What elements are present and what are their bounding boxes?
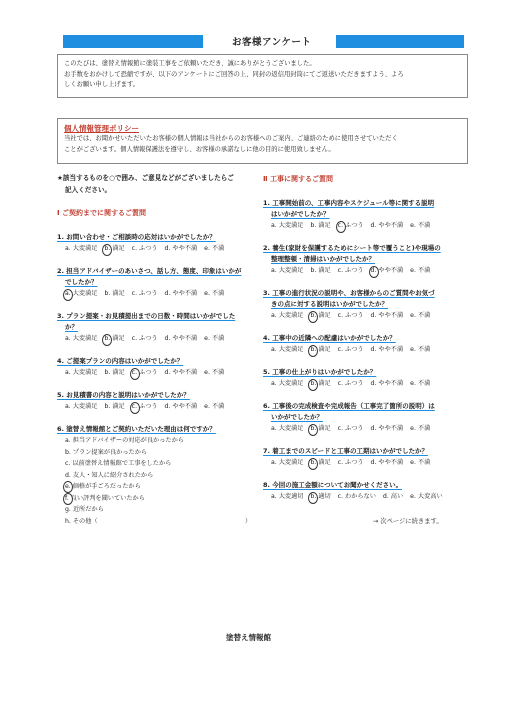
s2-q3 bbox=[263, 288, 473, 321]
question-text: 7. 着工までのスピードと工事の工期はいかがでしたか？ bbox=[263, 447, 428, 455]
question-text-line-1: 2. 担当アドバイザーのあいさつ、話し方、態度、印象はいかが bbox=[57, 267, 242, 275]
left-column bbox=[57, 172, 257, 527]
note-line-1: ★該当するものを○で囲み、ご意見などがございましたらご bbox=[57, 174, 234, 182]
question-text-line-2: か？ bbox=[65, 323, 78, 331]
answer-options bbox=[271, 310, 473, 321]
reason-a[interactable]: a. 担当アドバイザーの対応が良かったから bbox=[65, 437, 184, 444]
question-text-line-2: きの点に対する説明はいかがでしたか？ bbox=[271, 300, 388, 308]
option-e[interactable]: e. 不満 bbox=[204, 335, 225, 342]
option-a[interactable]: a. 大変満足 bbox=[271, 346, 304, 353]
option-c-circled[interactable]: c. ふつう bbox=[337, 222, 364, 229]
question-text-line-1: 1. 工事開始前の、工事内容やスケジュール等に関する説明 bbox=[263, 199, 435, 207]
answer-options bbox=[271, 378, 473, 389]
option-e[interactable]: e. 不満 bbox=[410, 346, 431, 353]
privacy-line-1: 当社では、お聞かせいただいたお客様の個人情報は当社からのお客様へのご案内、ご連絡のために使用させていただく bbox=[64, 135, 398, 142]
option-b[interactable]: b. 満足 bbox=[310, 222, 331, 229]
section1-title: Ⅰ ご契約までに関するご質問 bbox=[57, 209, 147, 217]
s1-q1 bbox=[57, 232, 257, 254]
question-text-line-2: いかがでしたか？ bbox=[271, 413, 323, 421]
header-bar-right bbox=[336, 35, 464, 48]
option-c[interactable]: c. わからない bbox=[337, 493, 376, 500]
question-text-line-2: はいかがでしたか？ bbox=[271, 210, 330, 218]
answer-options bbox=[271, 457, 473, 468]
option-e[interactable]: e. 不満 bbox=[410, 267, 431, 274]
reason-b[interactable]: b. プラン提案が良かったから bbox=[65, 448, 148, 456]
option-c[interactable]: c. ふつう bbox=[131, 290, 158, 297]
option-d[interactable]: d. やや不満 bbox=[370, 346, 404, 353]
right-column bbox=[263, 172, 473, 525]
option-a[interactable]: a. 大変満足 bbox=[65, 369, 98, 376]
option-d[interactable]: d. 高い bbox=[382, 493, 404, 500]
reason-h-other[interactable] bbox=[65, 516, 257, 528]
option-e[interactable]: e. 不満 bbox=[410, 459, 431, 466]
option-b-circled[interactable]: b. 満足 bbox=[310, 425, 331, 432]
option-d[interactable]: d. やや不満 bbox=[164, 245, 198, 252]
privacy-box bbox=[57, 118, 468, 164]
option-a[interactable]: a. 大変満足 bbox=[271, 267, 304, 274]
option-c[interactable]: c. ふつう bbox=[337, 380, 364, 387]
section2-title: Ⅱ 工事に関するご質問 bbox=[263, 175, 334, 183]
option-c[interactable]: c. ふつう bbox=[131, 335, 158, 342]
option-b-circled[interactable]: b. 適切 bbox=[310, 493, 331, 500]
s2-q1 bbox=[263, 198, 473, 231]
intro-line-1: このたびは、塗替え情報館に塗装工事をご依頼いただき、誠にありがとうございました。 bbox=[64, 60, 316, 67]
option-a[interactable]: a. 大変満足 bbox=[271, 380, 304, 387]
option-c[interactable]: c. ふつう bbox=[131, 245, 158, 252]
answer-options bbox=[65, 288, 257, 299]
option-b[interactable]: b. 満足 bbox=[104, 369, 125, 376]
option-d-circled[interactable]: d. やや不満 bbox=[370, 267, 404, 274]
question-text-line-2: でしたか？ bbox=[65, 278, 98, 286]
answer-options bbox=[271, 491, 473, 502]
option-e[interactable]: e. 不満 bbox=[204, 290, 225, 297]
reason-h-close-paren: ） bbox=[245, 517, 252, 525]
answer-options bbox=[271, 423, 473, 434]
option-c[interactable]: c. ふつう bbox=[337, 346, 364, 353]
option-a[interactable]: a. 大変満足 bbox=[271, 425, 304, 432]
option-a[interactable]: a. 大変満足 bbox=[271, 312, 304, 319]
option-e[interactable]: e. 大変高い bbox=[410, 493, 443, 500]
reason-g[interactable]: g. 近所だから bbox=[65, 506, 104, 513]
answer-options bbox=[65, 401, 257, 412]
option-a-circled[interactable]: a. 大変満足 bbox=[65, 290, 98, 297]
answer-options bbox=[271, 265, 473, 276]
question-text: 6. 塗替え情報館とご契約いただいた理由は何ですか？ bbox=[57, 425, 216, 433]
reason-d[interactable]: d. 友人・知人に紹介されたから bbox=[65, 471, 154, 479]
option-e[interactable]: e. 不満 bbox=[410, 312, 431, 319]
header-bar-left bbox=[63, 35, 203, 48]
option-e[interactable]: e. 不満 bbox=[410, 380, 431, 387]
s2-q5 bbox=[263, 367, 473, 389]
s1-q6 bbox=[57, 424, 257, 527]
option-b-circled[interactable]: b. 満足 bbox=[310, 346, 331, 353]
intro-line-2: お手数をおかけして恐縮ですが、以下のアンケートにご回答の上、同封の返信用封筒にてご返送いただきますよう、よろ bbox=[64, 70, 404, 78]
page-title: お客様アンケート bbox=[232, 37, 312, 48]
question-text-line-1: 2. 養生(家財を保護するためにシート等で覆うこと)や現場の bbox=[263, 244, 441, 252]
option-c-circled[interactable]: c. ふつう bbox=[131, 369, 158, 376]
reason-f-circled[interactable]: f. 良い評判を聞いていたから bbox=[65, 493, 257, 505]
privacy-title: 個人情報管理ポリシー bbox=[64, 124, 139, 133]
question-text: 1. お問い合わせ・ご相談時の応対はいかがでしたか？ bbox=[57, 233, 216, 241]
answer-options bbox=[65, 367, 257, 378]
next-page-note: → 次ページに続きます。 bbox=[373, 518, 443, 525]
question-text-line-1: 3. 工事の進行状況の説明や、お客様からのご質問やお気づ bbox=[263, 289, 435, 297]
s2-q2 bbox=[263, 243, 473, 276]
option-d[interactable]: d. やや不満 bbox=[370, 380, 404, 387]
option-a[interactable]: a. 大変満足 bbox=[65, 335, 98, 342]
option-c[interactable]: c. ふつう bbox=[337, 459, 364, 466]
s1-q3 bbox=[57, 311, 257, 344]
option-b[interactable]: b. 満足 bbox=[104, 290, 125, 297]
option-b-circled[interactable]: b. 満足 bbox=[310, 459, 331, 466]
reason-h-label: h. その他（ bbox=[65, 517, 98, 525]
s2-q4 bbox=[263, 333, 473, 355]
option-c[interactable]: c. ふつう bbox=[337, 425, 364, 432]
option-a[interactable]: a. 大変満足 bbox=[65, 245, 98, 252]
privacy-line-2: ことがございます。個人情報保護法を遵守し、お客様の承諾なしに他の目的に使用致しません。 bbox=[64, 145, 335, 153]
option-d[interactable]: d. やや不満 bbox=[370, 222, 404, 229]
option-d[interactable]: d. やや不満 bbox=[370, 312, 404, 319]
option-c[interactable]: c. ふつう bbox=[337, 312, 364, 319]
s2-q6 bbox=[263, 401, 473, 434]
question-text-line-1: 6. 工事後の完成検査や完成報告（工事完了箇所の説明）は bbox=[263, 402, 435, 410]
option-c[interactable]: c. ふつう bbox=[337, 267, 364, 274]
option-b[interactable]: b. 満足 bbox=[310, 267, 331, 274]
option-b-circled[interactable]: b. 満足 bbox=[104, 245, 125, 252]
option-d[interactable]: d. やや不満 bbox=[164, 290, 198, 297]
option-a[interactable]: a. 大変満足 bbox=[65, 403, 98, 410]
s1-q4 bbox=[57, 356, 257, 378]
s2-q7 bbox=[263, 446, 473, 468]
question-text: 4. 工事中の近隣への配慮はいかがでしたか？ bbox=[263, 334, 396, 342]
option-e[interactable]: e. 不満 bbox=[204, 369, 225, 376]
option-a[interactable]: a. 大変満足 bbox=[271, 459, 304, 466]
answer-options bbox=[271, 344, 473, 355]
option-d[interactable]: d. やや不満 bbox=[164, 335, 198, 342]
option-e[interactable]: e. 不満 bbox=[410, 425, 431, 432]
answer-options bbox=[271, 220, 473, 231]
option-a[interactable]: a. 大変満足 bbox=[271, 222, 304, 229]
option-d[interactable]: d. やや不満 bbox=[164, 403, 198, 410]
note-line-2: 記入ください。 bbox=[65, 186, 112, 194]
option-b-circled[interactable]: b. 満足 bbox=[310, 312, 331, 319]
s1-q2 bbox=[57, 266, 257, 299]
question-text: 5. 工事の仕上がりはいかがでしたか？ bbox=[263, 368, 377, 376]
answer-options bbox=[65, 243, 257, 254]
option-d[interactable]: d. やや不満 bbox=[164, 369, 198, 376]
question-text: 4. ご提案プランの内容はいかがでしたか？ bbox=[57, 357, 184, 365]
option-a[interactable]: a. 大変適切 bbox=[271, 493, 304, 500]
question-text-line-2: 整理整頓・清掃はいかがでしたか？ bbox=[271, 255, 375, 263]
question-text: 8. 今回の施工金額についてお聞かせください。 bbox=[263, 481, 403, 489]
option-d[interactable]: d. やや不満 bbox=[370, 459, 404, 466]
answer-options bbox=[65, 333, 257, 344]
reason-e-circled[interactable]: e. 価格が手ごろだったから bbox=[65, 481, 257, 493]
option-b[interactable]: b. 満足 bbox=[104, 403, 125, 410]
option-b-circled[interactable]: b. 満足 bbox=[104, 335, 125, 342]
intro-line-3: しくお願い申し上げます。 bbox=[64, 81, 140, 88]
question-text-line-1: 3. プラン提案・お見積提出までの日数・時間はいかがでした bbox=[57, 312, 236, 320]
reason-c[interactable]: c. 以前塗替え情報館で工事をしたから bbox=[65, 460, 172, 467]
option-d[interactable]: d. やや不満 bbox=[370, 425, 404, 432]
s1-q5 bbox=[57, 390, 257, 412]
option-e[interactable]: e. 不満 bbox=[204, 245, 225, 252]
question-text: 5. お見積書の内容と説明はいかがでしたか？ bbox=[57, 391, 190, 399]
s2-q8 bbox=[263, 480, 473, 502]
option-e[interactable]: e. 不満 bbox=[410, 222, 431, 229]
intro-box bbox=[57, 54, 468, 98]
option-e[interactable]: e. 不満 bbox=[204, 403, 225, 410]
option-c-circled[interactable]: c. ふつう bbox=[131, 403, 158, 410]
option-b-circled[interactable]: b. 満足 bbox=[310, 380, 331, 387]
footer-company: 塗替え情報館 bbox=[226, 633, 271, 642]
